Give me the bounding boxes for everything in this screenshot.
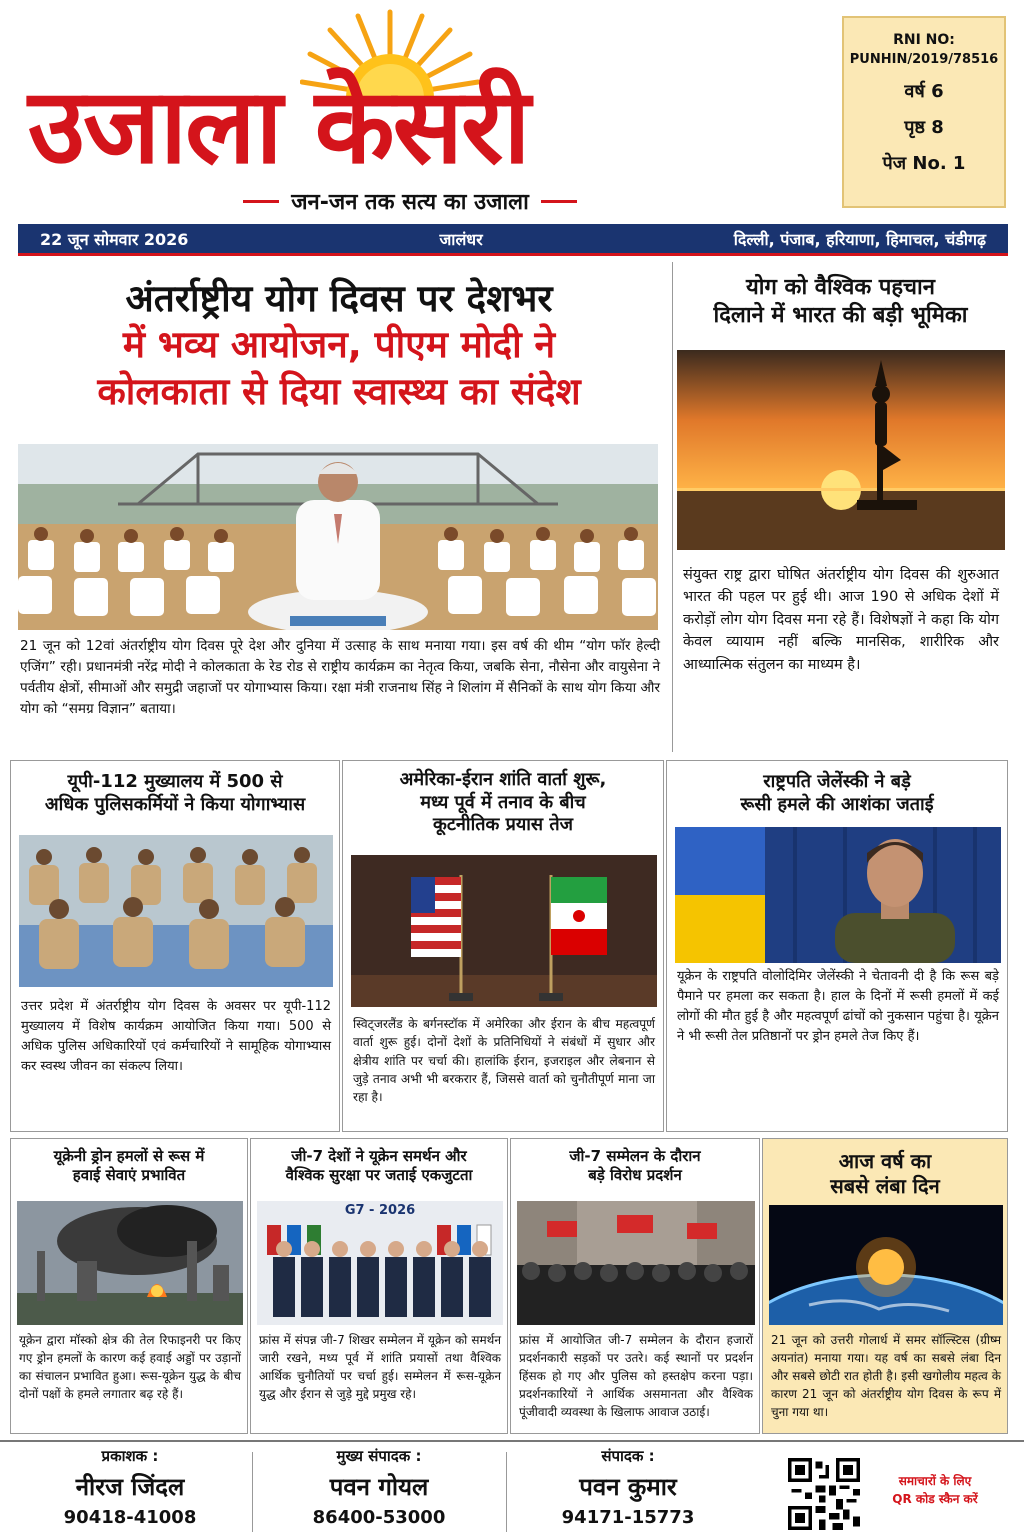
- editor-block: [508, 1442, 748, 1536]
- story-longest-day-headline-line-1: आज वर्ष का: [838, 1149, 932, 1173]
- chief-editor-name: पवन गोयल: [329, 1473, 429, 1501]
- rni-number: PUNHIN/2019/78516: [849, 52, 999, 67]
- story-drone-headline-line-1: यूक्रेनी ड्रोन हमलों से रूस में: [53, 1147, 205, 1165]
- story-us-iran-headline[interactable]: [343, 769, 663, 837]
- newspaper-logo: उजाला केसरी: [28, 65, 529, 187]
- qr-caption: [870, 1472, 1000, 1508]
- story-zelensky-headline-line-2: रूसी हमले की आशंका जताई: [740, 793, 934, 815]
- story-us-iran-headline-line-3: कूटनीतिक प्रयास तेज: [433, 814, 573, 835]
- rni-label: RNI NO:: [893, 32, 955, 48]
- story-drone-headline-line-2: हवाई सेवाएं प्रभावित: [72, 1165, 186, 1184]
- side-headline-line-2: दिलाने में भारत की बड़ी भूमिका: [713, 302, 968, 328]
- story-us-iran-talks[interactable]: [342, 760, 664, 1132]
- side-photo-sunset-yoga: [677, 350, 1005, 550]
- story-zelensky-warning[interactable]: [666, 760, 1008, 1132]
- editions-list: दिल्ली, पंजाब, हरियाणा, हिमाचल, चंडीगढ़: [733, 229, 986, 249]
- photo-zelensky: [675, 827, 1001, 963]
- story-up112-headline-line-1: यूपी-112 मुख्यालय में 500 से: [67, 771, 283, 792]
- qr-caption-line-1: समाचारों के लिए: [898, 1474, 972, 1488]
- pages-label: पृष्ठ 8: [904, 117, 944, 138]
- editor-role: संपादक :: [601, 1447, 655, 1465]
- story-g7-protests-body: फ्रांस में आयोजित जी-7 सम्मेलन के दौरान हजारों प्रदर्शनकारी सड़कों पर उतरे। कई स्थानों पर प्रदर्शन हिंसक हो गए और पुलिस को हस्तक्षेप करना पड़ा। प्रदर्शनकारियों ने आर्थिक असमानता और वैश्विक पूंजीवादी व्यवस्था के खिलाफ आवाज उठाई।: [519, 1333, 753, 1419]
- story-g7-support-headline-line-2: वैश्विक सुरक्षा पर जताई एकजुटता: [285, 1165, 473, 1184]
- photo-earth-sunrise: [769, 1205, 1003, 1325]
- issue-date: 22 जून सोमवार 2026: [40, 229, 189, 249]
- chief-editor-phone[interactable]: 86400-53000: [312, 1507, 446, 1528]
- story-us-iran-headline-line-2: मध्य पूर्व में तनाव के बीच: [420, 791, 586, 813]
- lead-headline-line-3: कोलकाता से दिया स्वास्थ्य का संदेश: [97, 369, 581, 413]
- side-story[interactable]: [672, 262, 1008, 752]
- issue-city: जालंधर: [439, 229, 483, 249]
- editor-phone[interactable]: 94171-15773: [561, 1507, 695, 1528]
- story-g7-protests-headline-line-1: जी-7 सम्मेलन के दौरान: [569, 1147, 701, 1165]
- lead-photo-yoga-event: [18, 444, 658, 630]
- story-g7-support-body: फ्रांस में संपन्न जी-7 शिखर सम्मेलन में यूक्रेन को समर्थन जारी रखने, मध्य पूर्व में शांति प्रयासों तथा वैश्विक आर्थिक चुनौतियों पर चर्चा हुई। सम्मेलन में रूस-यूक्रेन युद्ध और ईरान से जुड़े मुद्दे प्रमुख रहे।: [259, 1333, 501, 1401]
- year-label: वर्ष 6: [904, 81, 944, 102]
- photo-us-iran-flags: [351, 855, 657, 1007]
- date-bar: [18, 224, 1008, 256]
- rni-box: [842, 16, 1006, 208]
- story-drone-attacks[interactable]: [10, 1138, 248, 1434]
- publisher-name: नीरज जिंदल: [75, 1473, 185, 1501]
- story-drone-body: यूक्रेन द्वारा मॉस्को क्षेत्र की तेल रिफाइनरी पर किए गए ड्रोन हमलों के कारण कई हवाई अड्डों पर उड़ानों का संचालन प्रभावित हुआ। रूस-यूक्रेन युद्ध के बीच दोनों पक्षों के हमले लगातार बढ़ रहे हैं।: [19, 1333, 241, 1401]
- story-up112-headline[interactable]: [11, 771, 339, 816]
- chief-editor-role: मुख्य संपादक :: [336, 1447, 422, 1465]
- tagline-text: जन-जन तक सत्य का उजाला: [291, 190, 529, 215]
- story-drone-headline[interactable]: [11, 1147, 247, 1185]
- lead-body: 21 जून को 12वां अंतर्राष्ट्रीय योग दिवस पूरे देश और दुनिया में उत्साह के साथ मनाया गया। इस वर्ष की थीम “योग फॉर हेल्दी एजिंग” रही। प्रधानमंत्री नरेंद्र मोदी ने कोलकाता के रेड रोड से राष्ट्रीय कार्यक्रम का नेतृत्व किया, जबकि सेना, नौसेना और वायुसेना ने पर्वतीय क्षेत्रों, सीमाओं और समुद्री जहाजों पर योगाभ्यास किया। रक्षा मंत्री राजनाथ सिंह ने शिलांग में सैनिकों के साथ योग किया और योग को “समग्र विज्ञान” बताया।: [20, 638, 660, 718]
- qr-caption-line-2: QR कोड स्कैन करें: [892, 1492, 978, 1506]
- footer: [0, 1440, 1024, 1536]
- story-g7-protests-headline[interactable]: [511, 1147, 759, 1185]
- story-up112-yoga[interactable]: [10, 760, 340, 1132]
- lead-headline-line-2: में भव्य आयोजन, पीएम मोदी ने: [122, 323, 556, 367]
- story-zelensky-headline[interactable]: [667, 771, 1007, 816]
- photo-protest-crowd: [517, 1201, 755, 1325]
- story-g7-support-headline[interactable]: [251, 1147, 507, 1185]
- side-headline-line-1: योग को वैश्विक पहचान: [746, 275, 935, 300]
- tagline-dash: [541, 200, 577, 203]
- story-us-iran-headline-line-1: अमेरिका-ईरान शांति वार्ता शुरू,: [399, 769, 607, 790]
- tagline-dash: [243, 200, 279, 203]
- story-g7-support[interactable]: [250, 1138, 508, 1434]
- story-longest-day-headline[interactable]: [763, 1149, 1007, 1199]
- publisher-phone[interactable]: 90418-41008: [63, 1507, 197, 1528]
- lead-headline-line-1: अंतर्राष्ट्रीय योग दिवस पर देशभर: [125, 277, 553, 320]
- story-g7-support-headline-line-1: जी-7 देशों ने यूक्रेन समर्थन और: [291, 1147, 467, 1165]
- page-number: पेज No. 1: [882, 153, 966, 174]
- footer-divider: [252, 1452, 253, 1532]
- photo-g7-leaders: [257, 1201, 503, 1325]
- chief-editor-block: [254, 1442, 504, 1536]
- story-longest-day-body: 21 जून को उत्तरी गोलार्ध में समर सॉल्स्टिस (ग्रीष्म अयनांत) मनाया गया। यह वर्ष का सबसे लंबा दिन और सबसे छोटी रात होती है। इसी खगोलीय महत्व के कारण 21 जून को अंतर्राष्ट्रीय योग दिवस के रूप में चुना गया था।: [771, 1333, 1001, 1419]
- publisher-role: प्रकाशक :: [101, 1447, 159, 1465]
- lead-story[interactable]: [10, 262, 668, 752]
- story-g7-protests[interactable]: [510, 1138, 760, 1434]
- story-up112-body: उत्तर प्रदेश में अंतर्राष्ट्रीय योग दिवस के अवसर पर यूपी-112 मुख्यालय में विशेष कार्यक्रम आयोजित किया गया। 500 से अधिक पुलिस अधिकारियों एवं कर्मचारियों ने सामूहिक योगाभ्यास कर स्वस्थ जीवन का संकल्प लिया।: [21, 999, 331, 1075]
- editor-name: पवन कुमार: [579, 1473, 677, 1501]
- story-up112-headline-line-2: अधिक पुलिसकर्मियों ने किया योगाभ्यास: [44, 793, 306, 815]
- photo-police-yoga: [19, 835, 333, 987]
- side-headline[interactable]: [673, 274, 1008, 329]
- story-longest-day-headline-line-2: सबसे लंबा दिन: [830, 1174, 940, 1198]
- photo-refinery-fire: [17, 1201, 243, 1325]
- qr-code-icon[interactable]: [788, 1458, 860, 1530]
- side-body: संयुक्त राष्ट्र द्वारा घोषित अंतर्राष्ट्रीय योग दिवस की शुरुआत भारत की पहल पर हुई थी। आज 190 से अधिक देशों में करोड़ों लोग योग दिवस मना रहे हैं। विशेषज्ञों ने कहा कि योग केवल व्यायाम नहीं बल्कि मानसिक, शारीरिक और आध्यात्मिक संतुलन का माध्यम है।: [683, 567, 999, 673]
- story-longest-day[interactable]: [762, 1138, 1008, 1434]
- g7-banner-label: G7 - 2026: [344, 1203, 416, 1218]
- masthead: [0, 0, 1024, 224]
- story-us-iran-body: स्विट्जरलैंड के बर्गनस्टॉक में अमेरिका और ईरान के बीच महत्वपूर्ण वार्ता शुरू हुई। दोनों देशों के प्रतिनिधियों ने संबंधों में सुधार और क्षेत्रीय शांति पर चर्चा की। हालांकि ईरान, इजराइल और लेबनान से जुड़े तनाव अभी भी बरकरार हैं, जिससे वार्ता को चुनौतीपूर्ण माना जा रहा है।: [353, 1017, 655, 1105]
- story-zelensky-headline-line-1: राष्ट्रपति जेलेंस्की ने बड़े: [763, 771, 911, 792]
- tagline: [190, 186, 630, 216]
- footer-divider: [506, 1452, 507, 1532]
- publisher-block: [10, 1442, 250, 1536]
- lead-headline[interactable]: [10, 276, 668, 415]
- story-zelensky-body: यूक्रेन के राष्ट्रपति वोलोदिमिर जेलेंस्की ने चेतावनी दी है कि रूस बड़े पैमाने पर हमला कर सकता है। हाल के दिनों में रूसी हमलों में कई लोगों की मौत हुई है और महत्वपूर्ण ढांचों को नुकसान पहुंचा है। यूक्रेन ने भी रूसी तेल प्रतिष्ठानों पर ड्रोन हमले तेज किए हैं।: [677, 969, 999, 1045]
- story-g7-protests-headline-line-2: बड़े विरोध प्रदर्शन: [588, 1165, 682, 1184]
